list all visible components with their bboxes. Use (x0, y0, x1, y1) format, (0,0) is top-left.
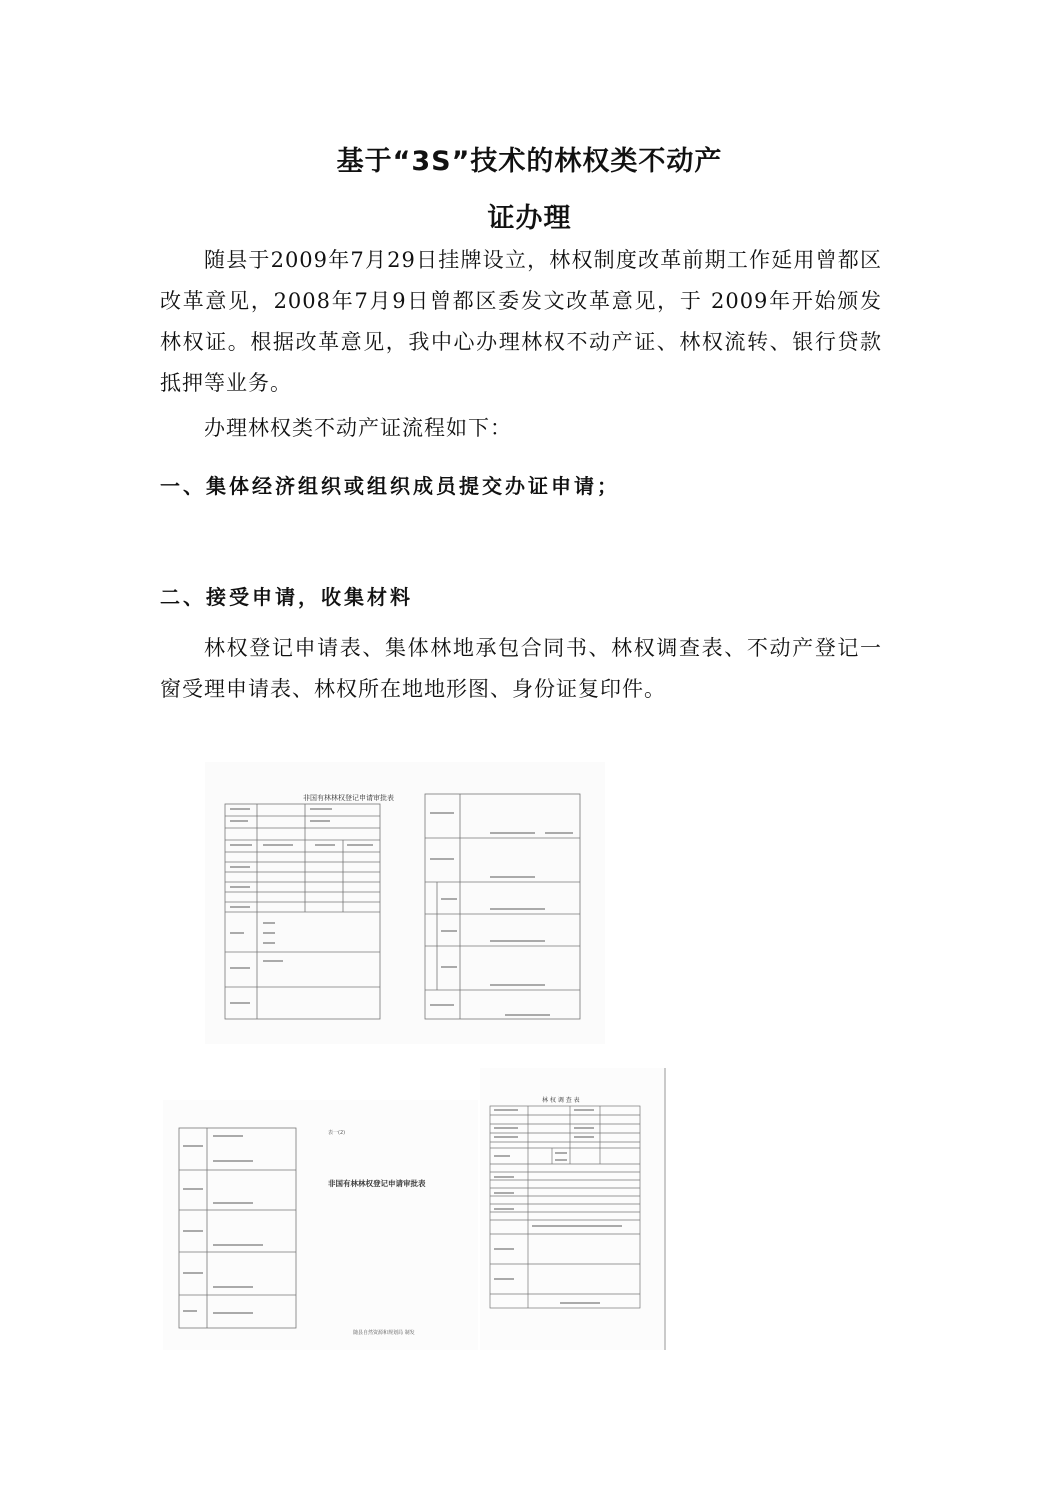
step-2-materials: 林权登记申请表、集体林地承包合同书、林权调查表、不动产登记一窗受理申请表、林权所在地地形图、身份证复印件。 (160, 636, 882, 701)
document-title-line-1: 基于“3S”技术的林权类不动产 (336, 146, 723, 177)
form-c-page-label: 表一(2) (328, 1130, 346, 1136)
document-title-line-2: 证办理 (487, 203, 572, 234)
scan-application-form-back (163, 1100, 478, 1350)
step-2-heading: 二、接受申请，收集材料 (160, 585, 413, 609)
scan-forest-survey-table-image (480, 1068, 666, 1350)
scan-application-form-back-image (163, 1100, 478, 1350)
scan-application-form-front (205, 762, 605, 1044)
intro-paragraph: 随县于2009年7月29日挂牌设立，林权制度改革前期工作延用曾都区改革意见，2008年7月9日曾都区委发文改革意见，于 2009年开始颁发林权证。根据改革意见，我中心办理林权不动产证、林权流转、银行贷款抵押等业务。 (160, 248, 882, 395)
step-1-heading: 一、集体经济组织或组织成员提交办证申请； (160, 474, 620, 498)
form-d-title: 林 权 调 查 表 (542, 1097, 580, 1104)
scan-application-form-front-image (205, 762, 605, 1044)
form-a-title: 非国有林林权登记申请审批表 (303, 794, 394, 802)
scan-forest-survey-table (480, 1068, 666, 1350)
form-c-footer: 随县自然资源和规划局 制发 (353, 1330, 415, 1336)
process-intro: 办理林权类不动产证流程如下： (204, 416, 512, 440)
form-c-title: 非国有林林权登记申请审批表 (328, 1179, 426, 1188)
